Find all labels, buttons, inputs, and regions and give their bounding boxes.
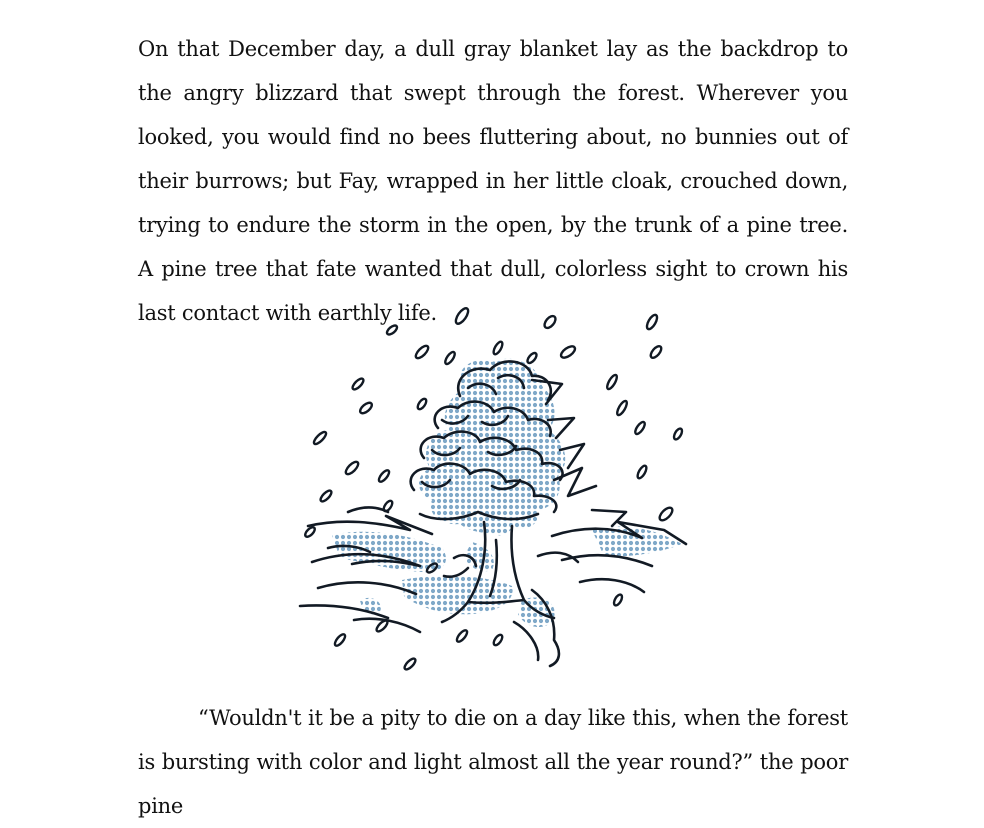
story-paragraph-2: “Wouldn't it be a pity to die on a day like this, when the forest is bursting with color and light almost all the year round?” the poor pine [138,706,848,818]
pine-tree-blizzard-illustration [292,300,694,692]
story-paragraph-1: On that December day, a dull gray blanket lay as the backdrop to the angry blizzard that swept through the forest. Wherever you looked, you would find no bees fluttering about, no bunnies out of their burrows; but Fay, wrapped in her little cloak, crouched down, trying to endure the storm in the open, by the trunk of a pine tree. A pine tree that fate wanted that dull, colorless sight to crown his last contact with earthly life. [138,37,848,325]
halftone-tone [332,359,682,627]
